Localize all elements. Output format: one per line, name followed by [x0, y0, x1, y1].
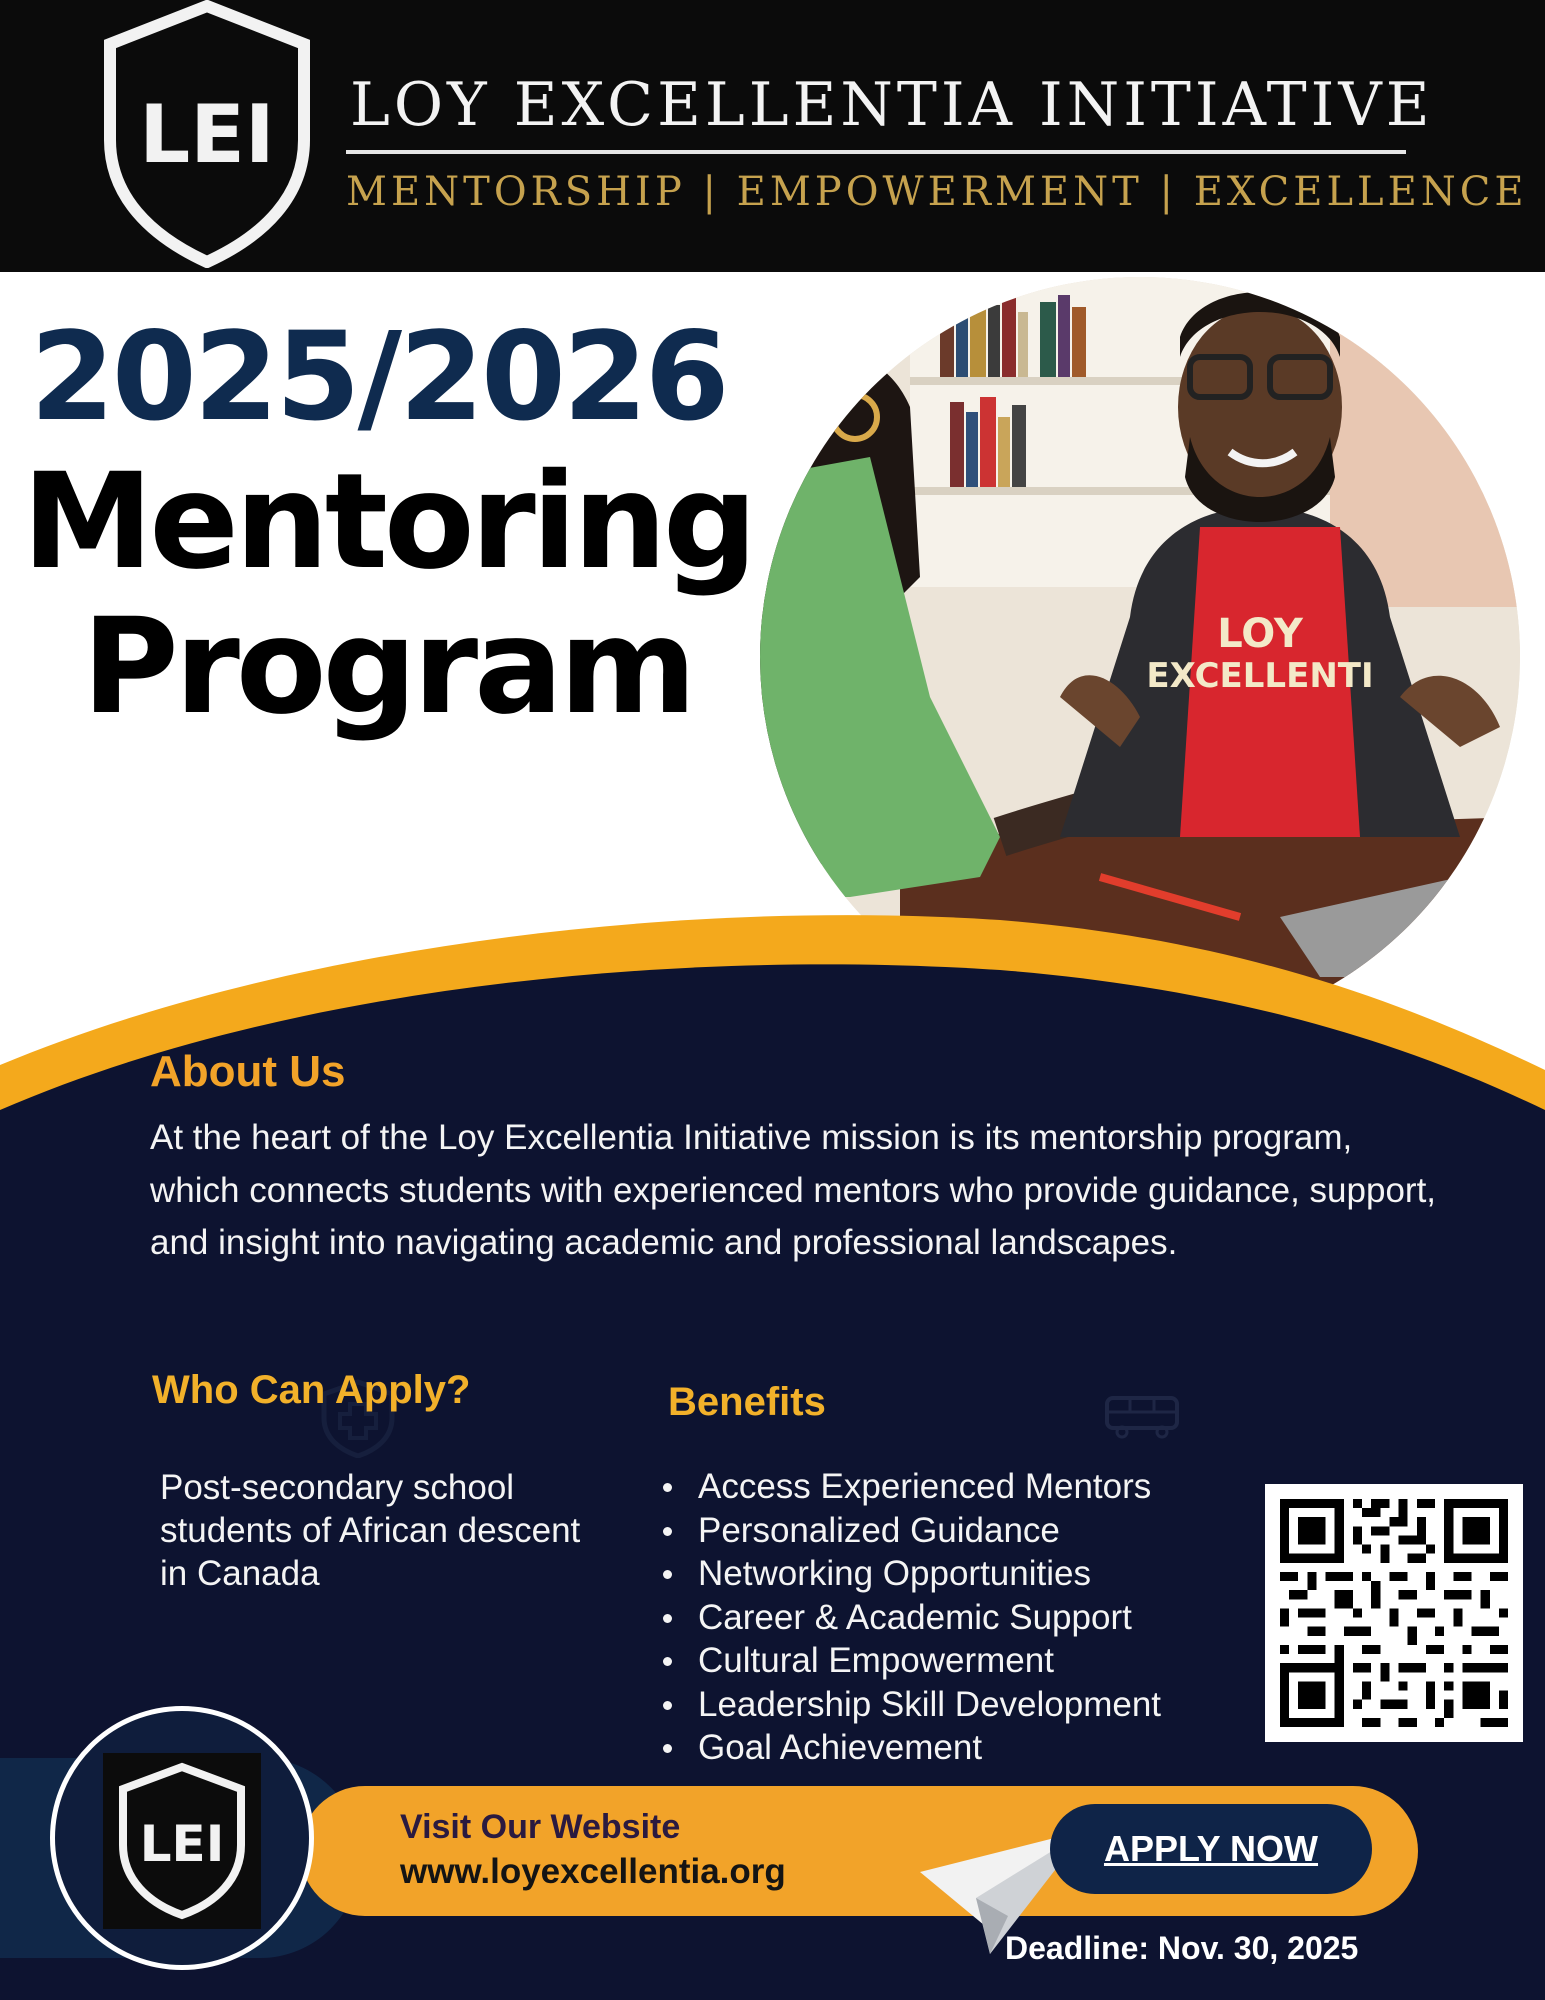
- brand-name: LOY EXCELLENTIA INITIATIVE: [350, 70, 1434, 140]
- benefit-item: Career & Academic Support: [660, 1596, 1240, 1640]
- apply-now-button[interactable]: APPLY NOW: [1050, 1804, 1372, 1894]
- website-link[interactable]: www.loyexcellentia.org: [400, 1852, 786, 1891]
- shield-icon: [115, 1761, 249, 1921]
- qr-code-icon: [1280, 1499, 1508, 1727]
- visit-website-label: Visit Our Website: [400, 1808, 681, 1846]
- benefit-item: Goal Achievement: [660, 1726, 1240, 1770]
- footer-logo: [50, 1706, 314, 1970]
- benefit-item: Networking Opportunities: [660, 1552, 1240, 1596]
- about-us-title: About Us: [150, 1047, 346, 1096]
- program-year: 2025/2026: [30, 306, 727, 448]
- shirt-text-line1: LOY: [1217, 611, 1303, 657]
- brand-tagline: MENTORSHIP | EMPOWERMENT | EXCELLENCE: [346, 169, 1528, 215]
- benefit-item: Cultural Empowerment: [660, 1639, 1240, 1683]
- benefits-list: [660, 1465, 1240, 1770]
- header-band: [0, 0, 1545, 272]
- brand-divider: [346, 150, 1406, 154]
- benefit-item: Access Experienced Mentors: [660, 1465, 1240, 1509]
- who-can-apply-title: Who Can Apply?: [152, 1368, 471, 1412]
- header-logo-text: LEI: [139, 88, 275, 181]
- bus-icon: [1104, 1392, 1180, 1440]
- qr-code[interactable]: [1265, 1484, 1523, 1742]
- footer-logo-text: LEI: [139, 1815, 225, 1873]
- benefit-item: Leadership Skill Development: [660, 1683, 1240, 1727]
- about-us-body: At the heart of the Loy Excellentia Initiative mission is its mentorship program, which connects students with experienced mentors who provide guidance, support, and insight into navigating academic and professional landscapes.: [150, 1118, 1437, 1262]
- heading-mentoring: Mentoring: [22, 445, 754, 599]
- benefits-title: Benefits: [668, 1380, 826, 1424]
- shield-logo-icon: [98, 0, 316, 268]
- eligibility-text: Post-secondary school students of African descent in Canada: [160, 1468, 581, 1593]
- application-deadline: Deadline: Nov. 30, 2025: [1005, 1930, 1359, 1966]
- heading-program: Program: [82, 590, 693, 744]
- shirt-text-line2: EXCELLENTI: [1146, 656, 1374, 696]
- benefit-item: Personalized Guidance: [660, 1509, 1240, 1553]
